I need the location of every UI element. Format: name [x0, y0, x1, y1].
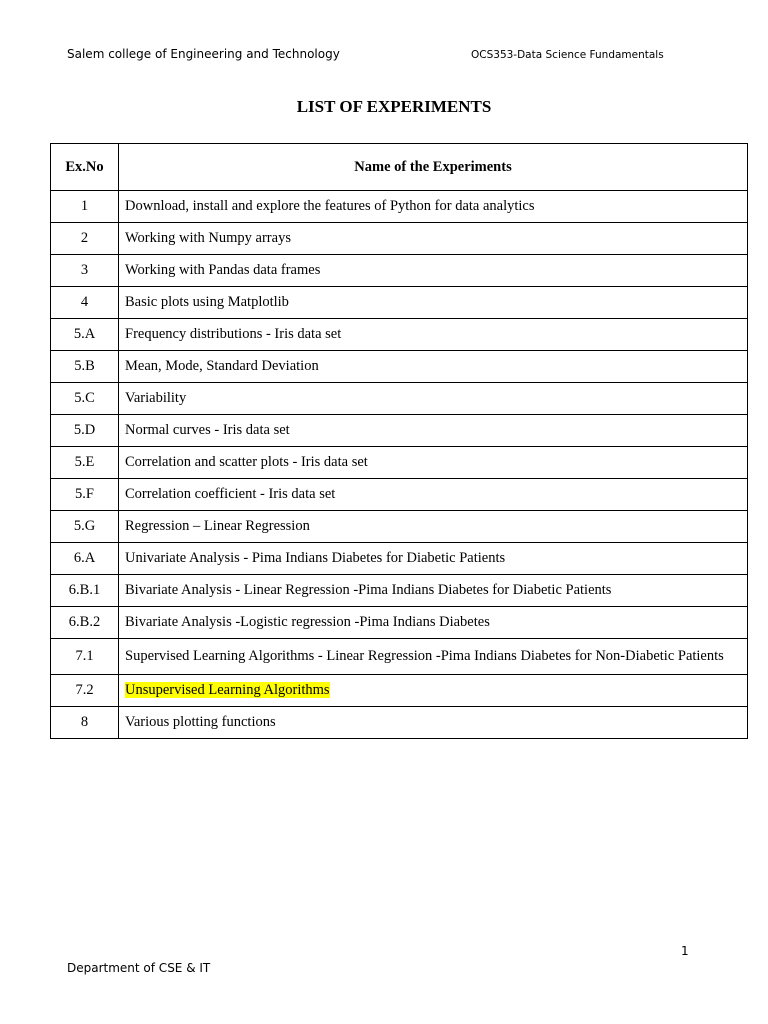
row-name: Working with Pandas data frames [119, 255, 748, 287]
row-name: Bivariate Analysis -Logistic regression -Pima Indians Diabetes [119, 607, 748, 639]
row-name: Normal curves - Iris data set [119, 415, 748, 447]
table-row [51, 479, 748, 511]
row-name: Mean, Mode, Standard Deviation [119, 351, 748, 383]
table-row [51, 607, 748, 639]
row-exno: 3 [51, 255, 119, 287]
row-exno: 1 [51, 191, 119, 223]
table-row [51, 675, 748, 707]
row-exno: 5.E [51, 447, 119, 479]
table-header-row [51, 144, 748, 191]
row-name: Frequency distributions - Iris data set [119, 319, 748, 351]
row-exno: 6.B.1 [51, 575, 119, 607]
row-exno: 8 [51, 707, 119, 739]
row-name: Supervised Learning Algorithms - Linear Regression -Pima Indians Diabetes for Non-Diabetic Patients [119, 639, 748, 675]
page-title: LIST OF EXPERIMENTS [296, 97, 492, 116]
column-header-name: Name of the Experiments [119, 144, 748, 191]
table-row [51, 351, 748, 383]
page-number: 1 [681, 944, 689, 958]
row-name: Variability [119, 383, 748, 415]
header-course-title: OCS353-Data Science Fundamentals [471, 49, 664, 61]
row-exno: 2 [51, 223, 119, 255]
row-exno: 5.B [51, 351, 119, 383]
header-college-name: Salem college of Engineering and Technology [67, 47, 340, 61]
row-name: Bivariate Analysis - Linear Regression -Pima Indians Diabetes for Diabetic Patients [119, 575, 748, 607]
row-name: Correlation coefficient - Iris data set [119, 479, 748, 511]
table-row [51, 287, 748, 319]
row-name: Regression – Linear Regression [119, 511, 748, 543]
row-exno: 5.A [51, 319, 119, 351]
row-name: Basic plots using Matplotlib [119, 287, 748, 319]
row-exno: 7.2 [51, 675, 119, 707]
table-row [51, 707, 748, 739]
row-exno: 6.A [51, 543, 119, 575]
table-row [51, 415, 748, 447]
table-row [51, 511, 748, 543]
row-name: Correlation and scatter plots - Iris data set [119, 447, 748, 479]
table-row [51, 191, 748, 223]
experiments-table [50, 143, 748, 739]
column-header-exno: Ex.No [51, 144, 119, 191]
row-exno: 6.B.2 [51, 607, 119, 639]
row-name: Univariate Analysis - Pima Indians Diabetes for Diabetic Patients [119, 543, 748, 575]
table-row [51, 383, 748, 415]
row-name: Various plotting functions [119, 707, 748, 739]
highlighted-text: Unsupervised Learning Algorithms [125, 682, 330, 698]
table-row [51, 575, 748, 607]
table-row [51, 543, 748, 575]
row-name: Download, install and explore the features of Python for data analytics [119, 191, 748, 223]
row-exno: 4 [51, 287, 119, 319]
row-exno: 5.D [51, 415, 119, 447]
row-exno: 5.G [51, 511, 119, 543]
table-row [51, 223, 748, 255]
row-exno: 5.C [51, 383, 119, 415]
footer-department: Department of CSE & IT [67, 961, 211, 975]
table-row [51, 639, 748, 675]
table-row [51, 255, 748, 287]
row-exno: 5.F [51, 479, 119, 511]
table-row [51, 447, 748, 479]
row-name [119, 675, 748, 707]
row-name: Working with Numpy arrays [119, 223, 748, 255]
row-exno: 7.1 [51, 639, 119, 675]
table-row [51, 319, 748, 351]
